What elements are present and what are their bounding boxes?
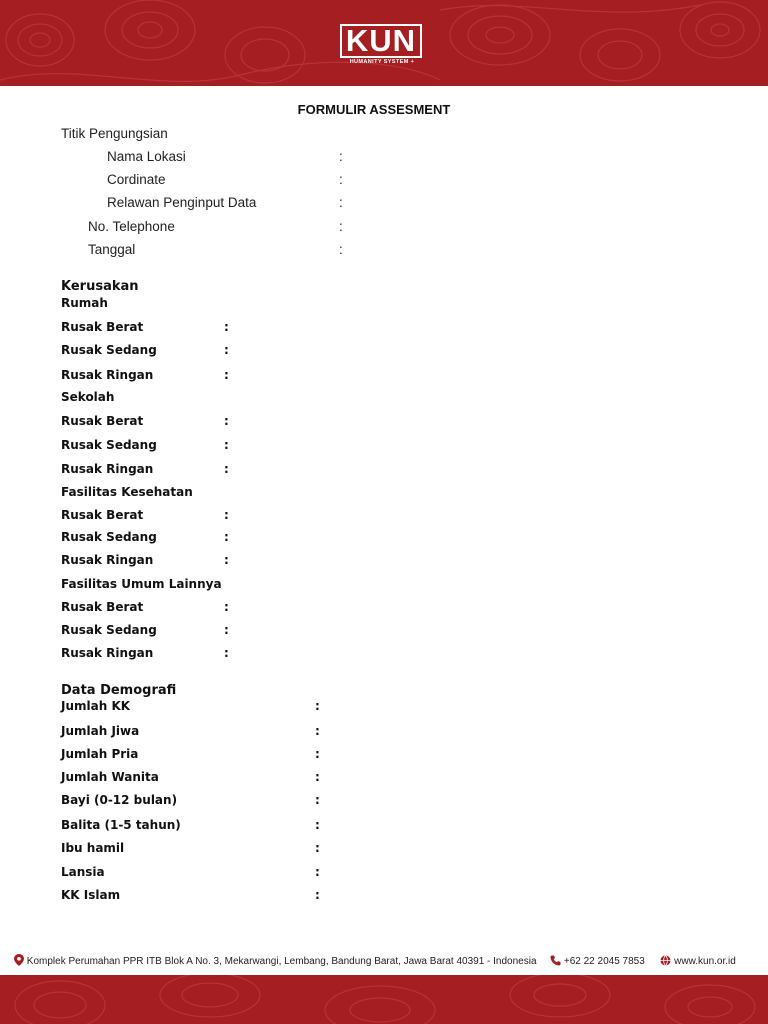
- location-pin-icon: [14, 954, 24, 969]
- form-title: FORMULIR ASSESMENT: [297, 102, 451, 117]
- row-label: Jumlah Pria: [61, 747, 139, 761]
- field-label: No. Telephone: [88, 219, 175, 234]
- group-heading: Sekolah: [61, 390, 115, 404]
- footer-address: Komplek Perumahan PPR ITB Blok A No. 3, Mekarwangi, Lembang, Bandung Barat, Jawa Barat 40391 - Indonesia: [26, 956, 537, 967]
- row-separator: :: [224, 508, 229, 522]
- field-label: Nama Lokasi: [107, 149, 186, 164]
- field-separator: :: [339, 195, 343, 210]
- group-heading: Fasilitas Kesehatan: [61, 485, 193, 499]
- row-separator: :: [315, 724, 320, 738]
- phone-icon: [550, 955, 561, 969]
- logo-subtitle: HUMANITY SYSTEM +: [349, 59, 415, 65]
- section-heading: Data Demografi: [61, 683, 177, 698]
- globe-icon: [660, 955, 671, 969]
- row-label: Rusak Ringan: [61, 553, 154, 567]
- row-label: Rusak Sedang: [61, 530, 157, 544]
- row-separator: :: [315, 818, 320, 832]
- row-separator: :: [315, 865, 320, 879]
- group-heading: Rumah: [61, 296, 108, 310]
- row-separator: :: [224, 320, 229, 334]
- footer-band: [0, 975, 768, 1024]
- kun-logo: [340, 24, 424, 66]
- row-label: Rusak Berat: [61, 508, 144, 522]
- row-label: Lansia: [61, 865, 105, 879]
- row-separator: :: [315, 841, 320, 855]
- row-label: Rusak Berat: [61, 320, 144, 334]
- row-separator: :: [315, 888, 320, 902]
- row-label: Jumlah KK: [61, 699, 131, 713]
- row-separator: :: [224, 530, 229, 544]
- row-label: Rusak Berat: [61, 414, 144, 428]
- field-separator: :: [339, 172, 343, 187]
- row-separator: :: [315, 699, 320, 713]
- footer-website[interactable]: www.kun.or.id: [674, 956, 736, 967]
- titik-label: Titik Pengungsian: [61, 126, 168, 141]
- field-separator: :: [339, 242, 343, 257]
- header-band: [0, 0, 768, 86]
- row-label: KK Islam: [61, 888, 121, 902]
- row-separator: :: [315, 793, 320, 807]
- field-label: Cordinate: [107, 172, 166, 187]
- row-separator: :: [224, 438, 229, 452]
- row-label: Rusak Sedang: [61, 438, 157, 452]
- row-separator: :: [315, 770, 320, 784]
- field-label: Tanggal: [88, 242, 136, 257]
- row-label: Rusak Ringan: [61, 462, 154, 476]
- row-separator: :: [224, 414, 229, 428]
- section-heading: Kerusakan: [61, 279, 139, 294]
- row-label: Rusak Sedang: [61, 623, 157, 637]
- row-label: Balita (1-5 tahun): [61, 818, 181, 832]
- row-label: Rusak Berat: [61, 600, 144, 614]
- row-separator: :: [224, 553, 229, 567]
- row-label: Rusak Ringan: [61, 646, 154, 660]
- footer-phone[interactable]: +62 22 2045 7853: [563, 956, 645, 967]
- group-heading: Fasilitas Umum Lainnya: [61, 577, 222, 591]
- row-label: Ibu hamil: [61, 841, 125, 855]
- topographic-pattern: [0, 975, 768, 1024]
- field-separator: :: [339, 219, 343, 234]
- row-label: Jumlah Wanita: [61, 770, 159, 784]
- field-separator: :: [339, 149, 343, 164]
- logo-text: KUN: [345, 23, 417, 58]
- row-label: Rusak Sedang: [61, 343, 157, 357]
- row-separator: :: [224, 343, 229, 357]
- field-label: Relawan Penginput Data: [107, 195, 257, 210]
- row-separator: :: [315, 747, 320, 761]
- row-separator: :: [224, 623, 229, 637]
- row-separator: :: [224, 646, 229, 660]
- row-separator: :: [224, 462, 229, 476]
- row-label: Rusak Ringan: [61, 368, 154, 382]
- row-separator: :: [224, 368, 229, 382]
- row-separator: :: [224, 600, 229, 614]
- footer-contact: [14, 954, 758, 969]
- row-label: Bayi (0-12 bulan): [61, 793, 178, 807]
- row-label: Jumlah Jiwa: [61, 724, 140, 738]
